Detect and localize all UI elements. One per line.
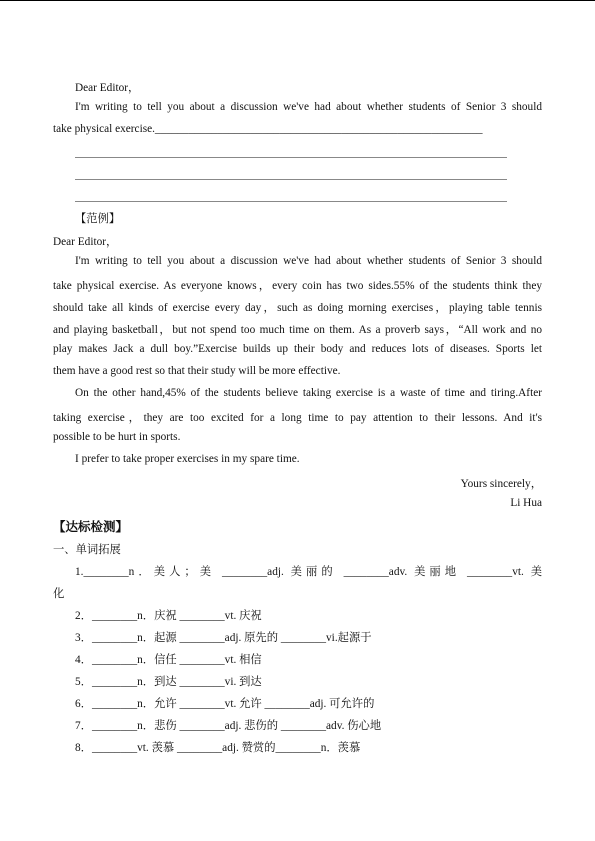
test-subheading: 一、单词拓展 — [53, 544, 121, 556]
letter-greeting: Dear Editor， — [75, 82, 140, 94]
sample-closing: Yours sincerely， — [460, 478, 542, 490]
vocab-item: 7．________n．悲伤 ________adj. 悲伤的 ________adv. 伤心地 — [75, 720, 382, 732]
sample-line: taking exercise，they are too excited for a long time to pay attention to their lessons. And it's — [53, 412, 542, 424]
writing-line — [75, 179, 507, 180]
vocab-item: 4．________n．信任 ________vt. 相信 — [75, 654, 262, 666]
vocab-item: 2．________n．庆祝 ________vt. 庆祝 — [75, 610, 262, 622]
sample-line: I'm writing to tell you about a discussion we've had about whether students of Senior 3 should — [75, 255, 542, 267]
sample-line: On the other hand,45% of the students believe taking exercise is a waste of time and tiring.After — [75, 387, 542, 399]
sample-line: them have a good rest so that their study will be more effective. — [53, 365, 341, 377]
vocab-item: 3．________n．起源 ________adj. 原先的 ________vi.起源于 — [75, 632, 372, 644]
test-heading: 【达标检测】 — [53, 519, 129, 534]
sample-line: should take all kinds of exercise every day，such as doing morning exercises，playing table tennis — [53, 302, 542, 314]
writing-line — [75, 201, 507, 202]
sample-line: play makes Jack a dull boy.”Exercise builds up their body and reduces lots of diseases. Sports let — [53, 343, 542, 355]
sample-line: I prefer to take proper exercises in my spare time. — [75, 453, 300, 465]
letter-intro-line1: I'm writing to tell you about a discussion we've had about whether students of Senior 3 should — [75, 101, 542, 113]
vocab-item: 8．________vt. 羡慕 ________adj. 赞赏的________n．羡慕 — [75, 742, 361, 754]
vocab-item-wrap: 化 — [53, 588, 65, 600]
sample-line: take physical exercise. As everyone knows，every coin has two sides.55% of the students think they — [53, 280, 542, 292]
sample-line: and playing basketball，but not spend too much time on them. As a proverb says，“All work and no — [53, 324, 542, 336]
vocab-item: 5．________n．到达 ________vi. 到达 — [75, 676, 262, 688]
top-border — [0, 0, 595, 1]
writing-line — [75, 157, 507, 158]
vocab-item: 1.________n．美人；美 ________adj. 美丽的 ________adv. 美丽地 ________vt. 美 — [75, 566, 542, 578]
sample-heading: 【范例】 — [75, 213, 121, 225]
sample-line: possible to be hurt in sports. — [53, 431, 181, 443]
sample-greeting: Dear Editor， — [53, 236, 118, 248]
sample-signature: Li Hua — [510, 497, 542, 509]
letter-intro-line2: take physical exercise.__________________________________________________________ — [53, 123, 483, 135]
vocab-item: 6．________n．允许 ________vt. 允许 ________adj. 可允许的 — [75, 698, 375, 710]
